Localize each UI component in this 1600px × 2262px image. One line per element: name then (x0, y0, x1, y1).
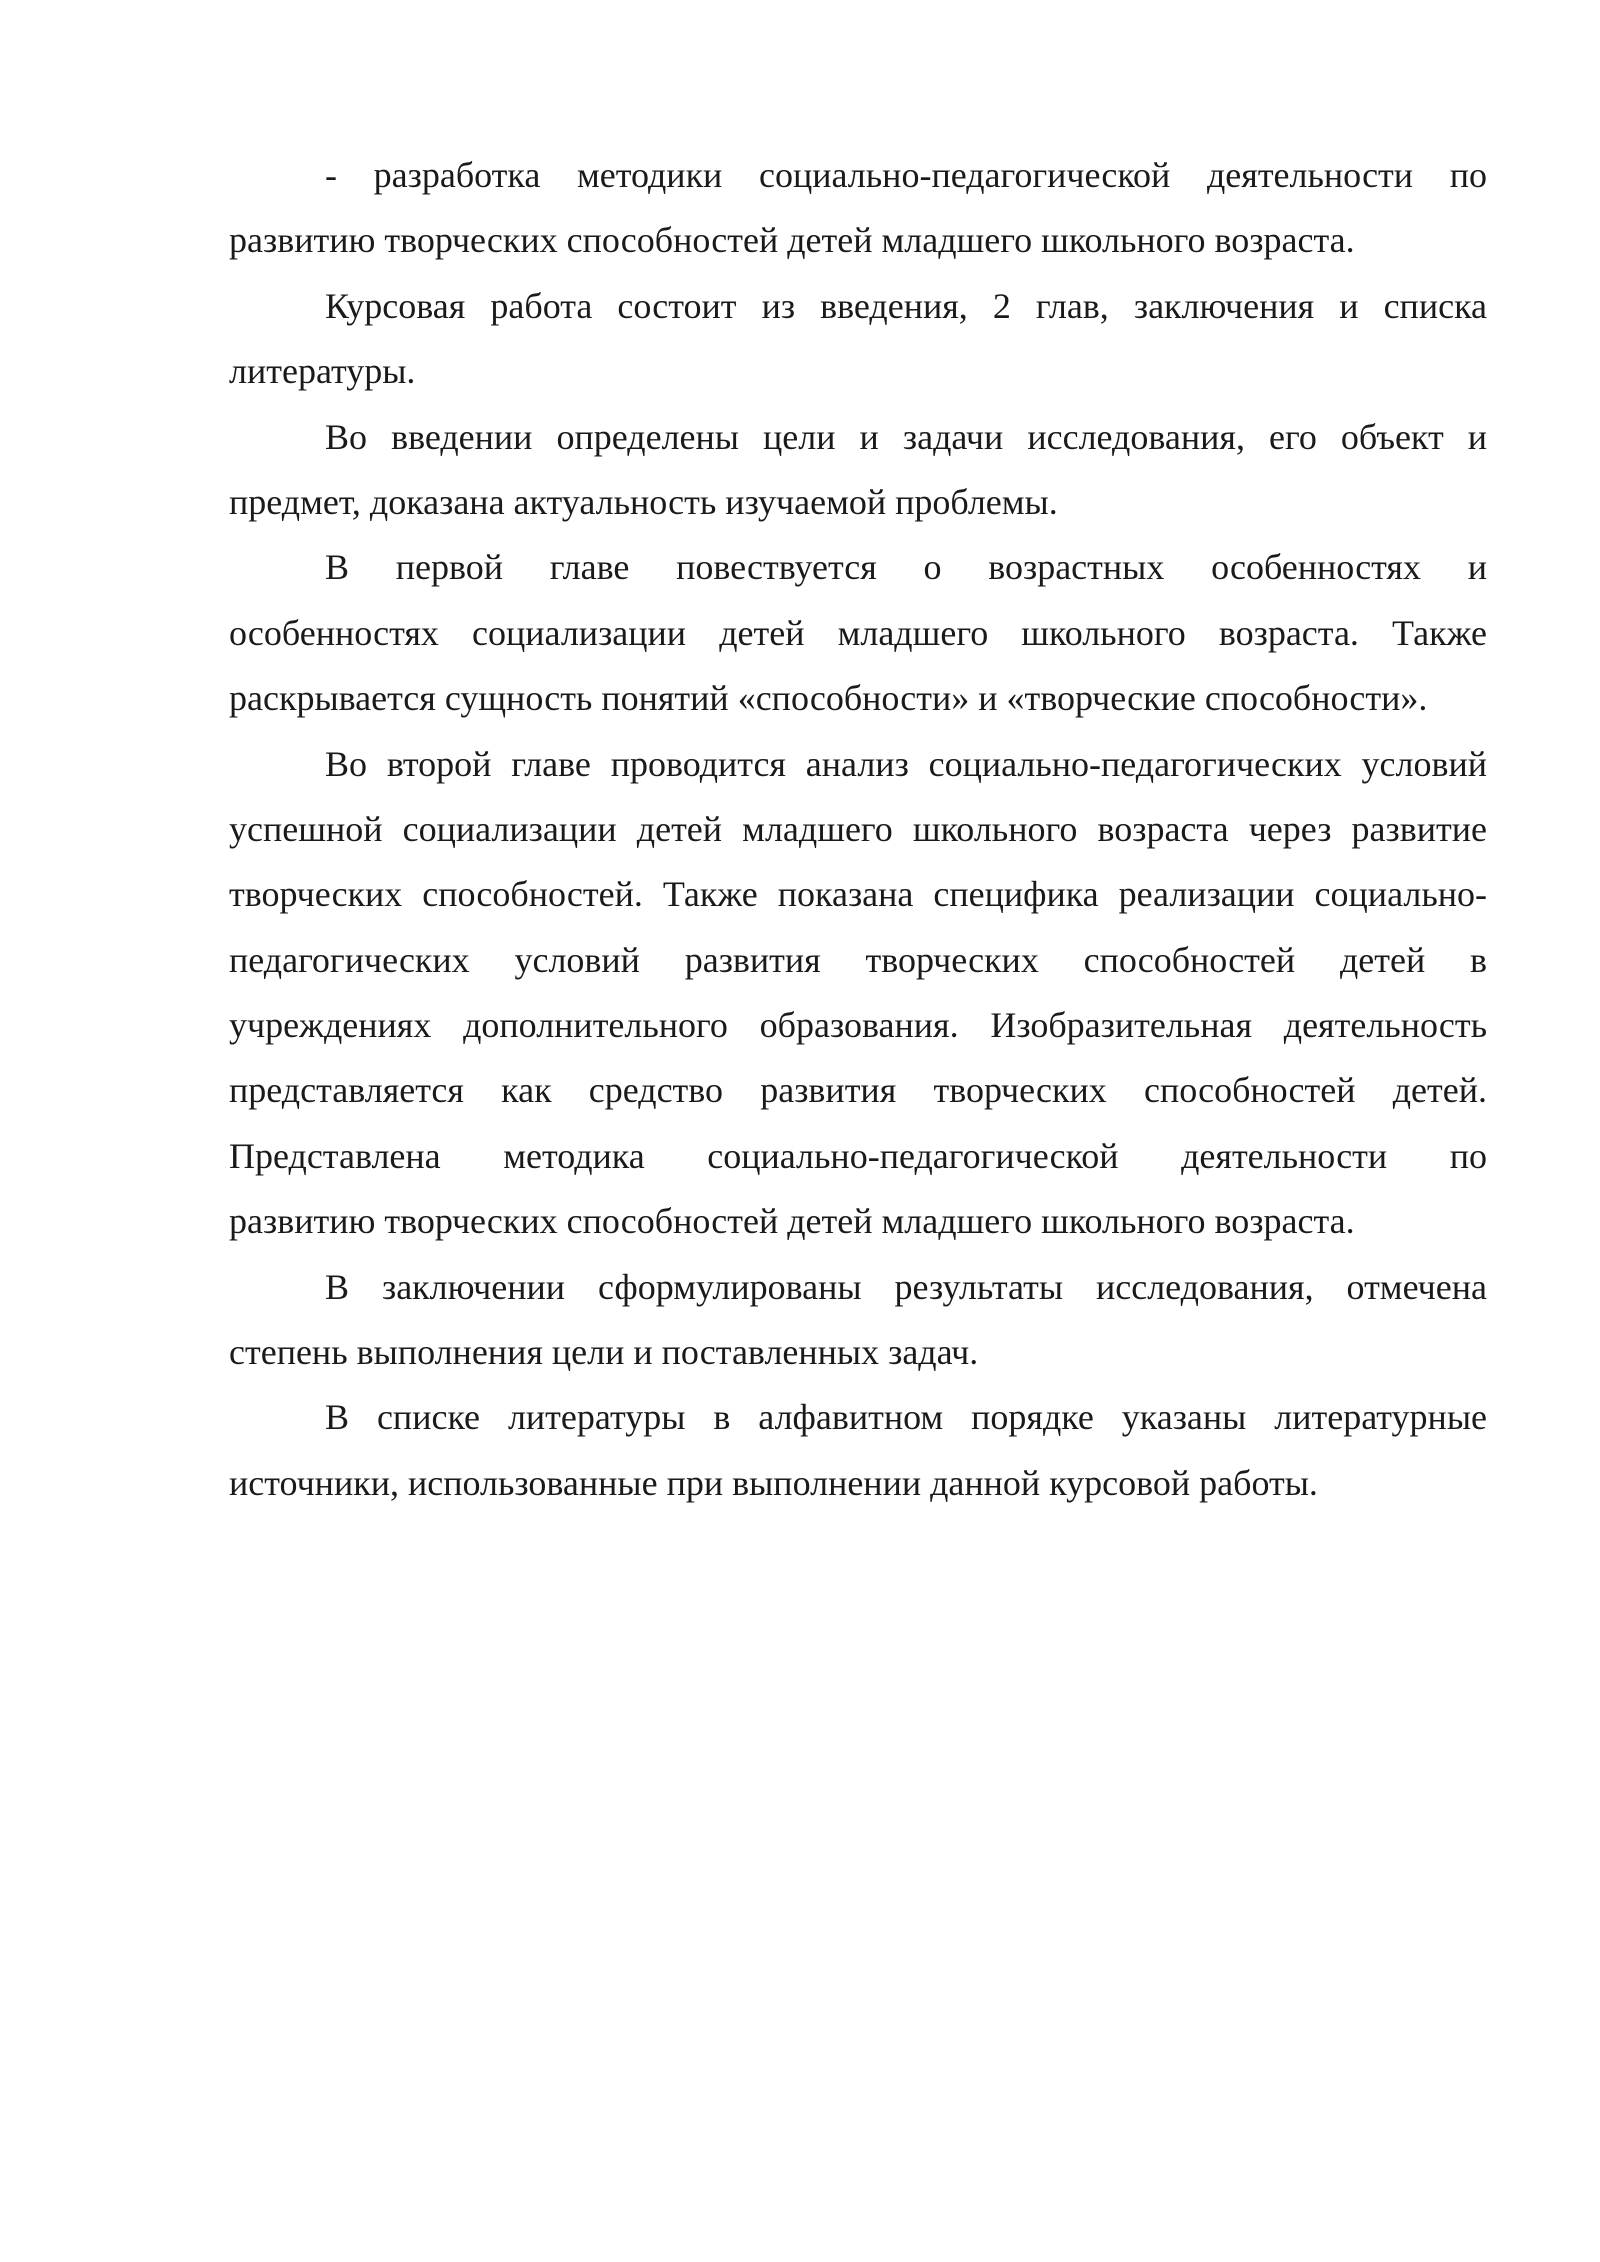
paragraph-chapter-two (229, 732, 1487, 1255)
text-line: степень выполнения цели и поставленных задач. (229, 1332, 979, 1373)
text-line: развитию творческих способностей детей младшего школьного возраста. (229, 220, 1355, 261)
text-line: учреждениях дополнительного образования. Изобразительная деятельность (229, 1005, 1487, 1046)
text-line: раскрывается сущность понятий «способности» и «творческие способности». (229, 678, 1428, 719)
text-line: предмет, доказана актуальность изучаемой проблемы. (229, 481, 1058, 522)
text-line: В списке литературы в алфавитном порядке указаны литературные (325, 1397, 1487, 1438)
text-line: успешной социализации детей младшего школьного возраста через развитие (229, 808, 1487, 849)
text-line: представляется как средство развития творческих способностей детей. (229, 1070, 1487, 1111)
paragraph-structure (229, 274, 1487, 405)
paragraph-references (229, 1385, 1487, 1516)
text-line: Во второй главе проводится анализ социально-педагогических условий (325, 743, 1487, 784)
paragraph-objective (229, 143, 1487, 274)
text-line: особенностях социализации детей младшего школьного возраста. Также (229, 612, 1487, 653)
paragraph-chapter-one (229, 535, 1487, 731)
document-body (229, 143, 1487, 1516)
text-line: развитию творческих способностей детей младшего школьного возраста. (229, 1201, 1355, 1242)
text-line: источники, использованные при выполнении данной курсовой работы. (229, 1462, 1318, 1503)
text-line: Во введении определены цели и задачи исследования, его объект и (325, 416, 1487, 457)
text-line: педагогических условий развития творческих способностей детей в (229, 939, 1487, 980)
text-line: литературы. (229, 351, 416, 392)
text-line: Представлена методика социально-педагогической деятельности по (229, 1135, 1487, 1176)
text-line: В первой главе повествуется о возрастных особенностях и (325, 547, 1487, 588)
text-line: В заключении сформулированы результаты исследования, отмечена (325, 1266, 1487, 1307)
paragraph-conclusion (229, 1255, 1487, 1386)
text-line: - разработка методики социально-педагогической деятельности по (325, 155, 1487, 195)
paragraph-introduction (229, 405, 1487, 536)
text-line: Курсовая работа состоит из введения, 2 глав, заключения и списка (325, 285, 1487, 326)
text-line: творческих способностей. Также показана специфика реализации социально- (229, 874, 1487, 915)
